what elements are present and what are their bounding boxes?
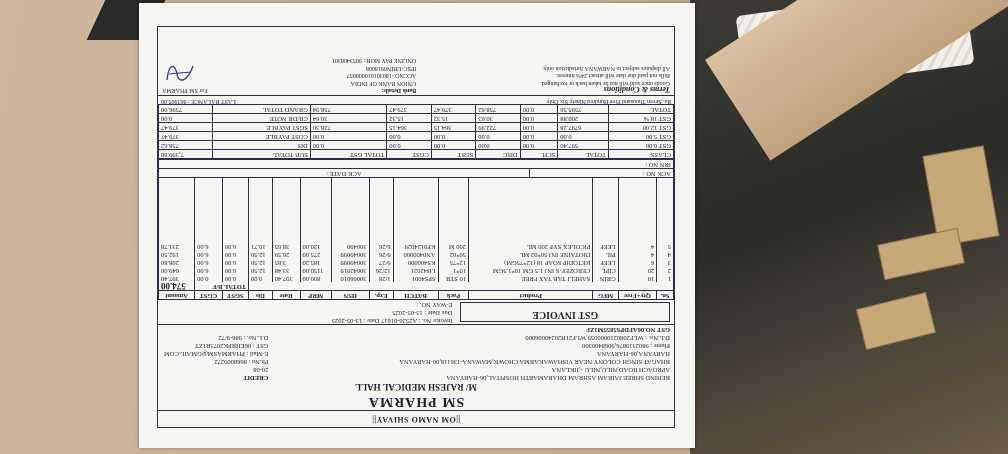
cell-amount: 192.50 — [159, 250, 195, 258]
cell-qty: 6 — [618, 258, 656, 266]
col-header: Exp. — [369, 291, 393, 300]
col-header: Amount — [159, 291, 195, 300]
cell-batch: SPS4001 — [393, 274, 438, 282]
cell-product: PICOLEX SYP 200 ML — [469, 242, 593, 250]
tax-header: SUB TOTAL — [213, 150, 311, 159]
email: E-Mail : PHARMASM@GMAIL.COM — [164, 350, 269, 357]
tax-summary-table — [158, 104, 674, 159]
cell-hsn: 30066010 — [331, 274, 369, 282]
tax-cell: GST 5.00 — [609, 132, 674, 141]
cell-rate: 38.65 — [272, 242, 300, 250]
cell-pack: 50*02 — [438, 250, 468, 258]
col-header: MRP — [300, 291, 331, 300]
tax-cell: CR/DR NOTE — [213, 114, 311, 123]
cell-pack: 200 M — [438, 242, 468, 250]
subtotal-value: 7,399.88 — [159, 150, 213, 159]
col-header: CGST — [195, 291, 223, 300]
cell-batch: KS400000 — [393, 258, 438, 266]
credit-label: CREDIT — [243, 374, 269, 381]
tax-cell: 364.15 — [431, 123, 475, 132]
tax-cell: 0.00 — [476, 141, 520, 150]
table-header-row — [159, 291, 674, 300]
cell-exp: 9/26 — [369, 250, 393, 258]
tax-cell: 0.00 — [431, 132, 475, 141]
cell-qty: 20 — [618, 266, 656, 274]
invoice-meta — [158, 300, 457, 324]
tax-header: TOTAL GST — [310, 150, 386, 159]
tax-cell: 379.47 — [159, 132, 213, 141]
grand-total-row — [159, 105, 674, 114]
cell-cgst: 0.00 — [195, 274, 223, 282]
cell-mrp: 800.00 — [300, 274, 331, 282]
tax-header-row — [159, 150, 674, 159]
col-header: BATCH — [393, 291, 438, 300]
address-line: Phone : 9802319876,9068400300 — [582, 342, 670, 349]
total-bf-row — [159, 282, 674, 291]
tax-cell: COST PAYBLE — [213, 132, 311, 141]
bank-title: Bank Details: — [381, 87, 417, 94]
tax-cell: 15.32 — [387, 114, 431, 123]
tax-row — [159, 114, 674, 123]
col-header: SGST — [222, 291, 248, 300]
brand-name: SM PHARMA — [367, 394, 465, 409]
cell-mfg: LEEF — [593, 258, 618, 266]
terms-line: Bills not paid due date will attract 24% interest. — [555, 72, 670, 79]
cell-pack: 10*1 — [438, 266, 468, 274]
tax-header: DISC — [476, 150, 520, 159]
invoice-number: Invoice No. : A2526-01617 Date : 13-05-2025 — [331, 317, 453, 324]
tax-cell: 758.62 — [159, 141, 213, 150]
total-bf-value: 574.00 — [159, 282, 195, 291]
tax-cell: 364.15 — [387, 123, 431, 132]
cell-qty: 4 — [618, 250, 656, 258]
tax-cell: SGST PAYBLE — [213, 123, 311, 132]
address-line: HARYANA,06-HARYANA — [596, 350, 670, 357]
cell-sgst: 6.00 — [222, 250, 248, 258]
total-bf-label: TOTAL B/F — [195, 282, 249, 291]
table-row — [159, 250, 674, 258]
shop-name: M/ RAJESH MEDICAL HALL — [355, 382, 477, 392]
tax-header: SCH. — [520, 150, 557, 159]
cell-rate: 33.48 — [272, 266, 300, 274]
ack-date: ACK DATE : — [159, 169, 530, 178]
cell-sgst: 6.00 — [222, 266, 248, 274]
amount-in-words: Rs. Seven Thousand Five Hundred Ninety Six Only — [546, 98, 671, 104]
tax-cell: 0.00 — [310, 141, 386, 150]
cell-mrp: 1150.00 — [300, 266, 331, 274]
signature-mark — [163, 60, 197, 86]
terms-block — [540, 56, 670, 94]
tax-header: CGST — [387, 150, 431, 159]
bank-block — [332, 56, 416, 94]
tax-cell: 0.00 — [558, 132, 609, 141]
cell-amount: 208.80 — [159, 258, 195, 266]
cell-cgst: 6.00 — [195, 258, 223, 266]
tax-header: TOTAL — [558, 150, 609, 159]
cell-pack: 12*75 — [438, 258, 468, 266]
cell-hsn: 30049099 — [331, 258, 369, 266]
tax-cell: 0.00 — [310, 132, 386, 141]
tax-cell: GST 0.00 — [609, 141, 674, 150]
cell-mfg: PIL — [593, 250, 618, 258]
col-header: HSN — [331, 291, 369, 300]
tax-cell: 0.00 — [520, 123, 557, 132]
bank-line: UNION BANK OF INDIA — [350, 80, 417, 86]
tax-cell: 6797.28 — [558, 123, 609, 132]
tax-cell: 0.00 — [387, 132, 431, 141]
tax-cell: DIS — [213, 141, 311, 150]
tax-cell: 30.63 — [476, 114, 520, 123]
tax-cell: 0.00 — [476, 132, 520, 141]
cell-cgst: 6.00 — [195, 266, 223, 274]
cell-mfg: GRIN — [593, 274, 618, 282]
col-header: Qty+Free — [618, 291, 656, 300]
cell-dis: 10.71 — [248, 242, 272, 250]
terms-line: All disputes subject to NARWANA Jurisdiction only. — [542, 65, 670, 71]
last-balance: LAST BALANCE : 863905.00 — [161, 98, 236, 104]
tax-cell: 15.32 — [431, 114, 475, 123]
irn-no: IRN NO : — [159, 160, 674, 169]
cell-rate: 3.85 — [272, 258, 300, 266]
tax-row — [159, 123, 674, 132]
cell-cgst: 6.00 — [195, 250, 223, 258]
due-date: Due Date : 13-05-2025 — [392, 309, 453, 316]
total-cell: 379.47 — [387, 105, 431, 114]
cell-sn: 4 — [657, 250, 674, 258]
tax-cell: GST 12.00 — [609, 123, 674, 132]
cell-exp: 12/26 — [369, 266, 393, 274]
cell-sgst: 6.00 — [222, 258, 248, 266]
for-label: For SM PHARMA — [162, 87, 208, 94]
cell-exp: 1/28 — [369, 274, 393, 282]
tax-cell: 200.88 — [558, 114, 609, 123]
cell-rate: 26.59 — [272, 250, 300, 258]
eway-number: E-WAY NO. : — [416, 301, 453, 308]
cell-batch: LH42021 — [393, 266, 438, 274]
gst-line: GST : 06EHRPK2073R1ZT — [194, 342, 269, 349]
cell-product: SAHELI TAB TAX FREE — [469, 274, 593, 282]
tax-header: SGST — [431, 150, 475, 159]
col-header: Rate — [272, 291, 300, 300]
cell-product: CEROZEF-S INJ 1.5 GM 10*1.5GM — [469, 266, 593, 274]
cell-dis: 12.50 — [248, 258, 272, 266]
table-row — [159, 274, 674, 282]
tax-row — [159, 132, 674, 141]
cell-dis: 0.00 — [248, 274, 272, 282]
tax-cell: 0.00 — [520, 114, 557, 123]
cell-mrp: 120.00 — [300, 242, 331, 250]
address-block — [395, 325, 674, 381]
phone-number: Ph.No : 8668009272 — [214, 358, 269, 365]
cell-sn: 5 — [657, 242, 674, 250]
tax-row — [159, 141, 674, 150]
cell-dis: 12.50 — [248, 250, 272, 258]
om-line: ||OM NAMO SHIVAY|| — [158, 410, 674, 427]
ack-no: ACK NO : — [529, 169, 673, 178]
cell-mfg: CIPL — [593, 266, 618, 274]
bank-line: ONLINE PAY MOB.: 9053408301 — [331, 57, 417, 64]
total-cell: 0.00 — [520, 105, 557, 114]
cell-pack: 10 STR — [438, 274, 468, 282]
cell-hsn: 30042019 — [331, 266, 369, 274]
address-line: BEHIND SHREE JAIRAM ASHRAM DHARAMARTH HOSPITAL,06-HARYANA — [446, 374, 670, 381]
cell-mrp: 185.20 — [300, 258, 331, 266]
col-header: Product — [469, 291, 593, 300]
cell-rate: 397.40 — [272, 274, 300, 282]
tax-cell: 0.00 — [431, 141, 475, 150]
cell-sgst: 0.00 — [222, 274, 248, 282]
cell-batch: KF0124029 — [393, 242, 438, 250]
invoice-paper — [139, 3, 695, 448]
dl-number: D.L.No. : 986-9/72 — [218, 334, 269, 341]
ack-table — [158, 159, 674, 178]
cell-exp: 9/27 — [369, 258, 393, 266]
total-cell: 7595.56 — [558, 105, 609, 114]
cell-dis: 12.50 — [248, 266, 272, 274]
cell-product: KETODIP SOAP 18 (12*75GM) — [469, 258, 593, 266]
cell-amount: 231.78 — [159, 242, 195, 250]
tax-cell: 379.47 — [159, 123, 213, 132]
tax-cell: 0.00 — [387, 141, 431, 150]
tax-cell: 597.40 — [558, 141, 609, 150]
bank-line: ACCNO.-180301010000057 — [346, 72, 417, 79]
table-row — [159, 258, 674, 266]
cell-mrp: 275.00 — [300, 250, 331, 258]
cell-hsn: 300490 — [331, 242, 369, 250]
bank-line: IFSC-UBIN0918008 — [365, 65, 417, 71]
cell-mfg: LEEF — [593, 242, 618, 250]
cell-exp: 6/26 — [369, 242, 393, 250]
table-filler-row — [159, 178, 674, 242]
table-row — [159, 242, 674, 250]
tax-header: CLASS — [609, 150, 674, 159]
cell-product: DIOTAINE INJ 50*02 ML — [469, 250, 593, 258]
col-header: MFG — [593, 291, 618, 300]
col-header: Sn. — [657, 291, 674, 300]
tax-cell: 30.64 — [310, 114, 386, 123]
cell-sn: 2 — [657, 266, 674, 274]
items-table — [158, 178, 674, 300]
cell-sn: 3 — [657, 258, 674, 266]
cell-cgst: 6.00 — [195, 242, 223, 250]
cell-amount: 397.40 — [159, 274, 195, 282]
bill-code: 20-08 — [253, 366, 269, 373]
cell-hsn: 30049099 — [331, 250, 369, 258]
cell-sn: 1 — [657, 274, 674, 282]
cell-amount: 649.00 — [159, 266, 195, 274]
total-cell: 758.94 — [310, 105, 386, 114]
col-header: Dis — [248, 291, 272, 300]
invoice-body — [157, 26, 675, 428]
grand-total-value: 7596.00 — [159, 105, 213, 114]
cell-batch: AN0400000 — [393, 250, 438, 258]
tax-cell: 0.00 — [520, 141, 557, 150]
tax-cell: 0.00 — [159, 114, 213, 123]
col-header: Pack — [438, 291, 468, 300]
total-cell: 379.47 — [431, 105, 475, 114]
total-cell: TOTAL — [609, 105, 674, 114]
cell-sgst: 6.00 — [222, 242, 248, 250]
tax-cell: 722.99 — [476, 123, 520, 132]
gst-number: GST NO.06AFDPS5855M1ZF — [585, 326, 670, 333]
tax-cell: GST 18 % — [609, 114, 674, 123]
table-row — [159, 266, 674, 274]
tax-cell: 728.30 — [310, 123, 386, 132]
address-line: APROACH ROAD,NILU,NILU -,JIKLANA — [551, 366, 670, 373]
cell-qty: 4 — [618, 242, 656, 250]
tax-cell: 0.00 — [520, 132, 557, 141]
gst-invoice-title: GST INVOICE — [461, 302, 671, 322]
address-line: BHAGAT SINGH COLONY NEAR VISHAWAKARMA CHOWK,MAWANA-136118,06-HARYANA — [399, 358, 670, 365]
terms-line: Goods once sold will not be taken back or exchanged. — [540, 80, 670, 86]
grand-total-label: GRAND TOTAL — [213, 105, 311, 114]
contact-block — [158, 325, 272, 381]
total-cell: 758.62 — [476, 105, 520, 114]
cell-qty: 10 — [618, 274, 656, 282]
terms-title: Terms & Conditions — [603, 85, 670, 95]
address-line: D.L.No. : WLF2080210000059,WLF21H20240006000 — [525, 334, 670, 341]
